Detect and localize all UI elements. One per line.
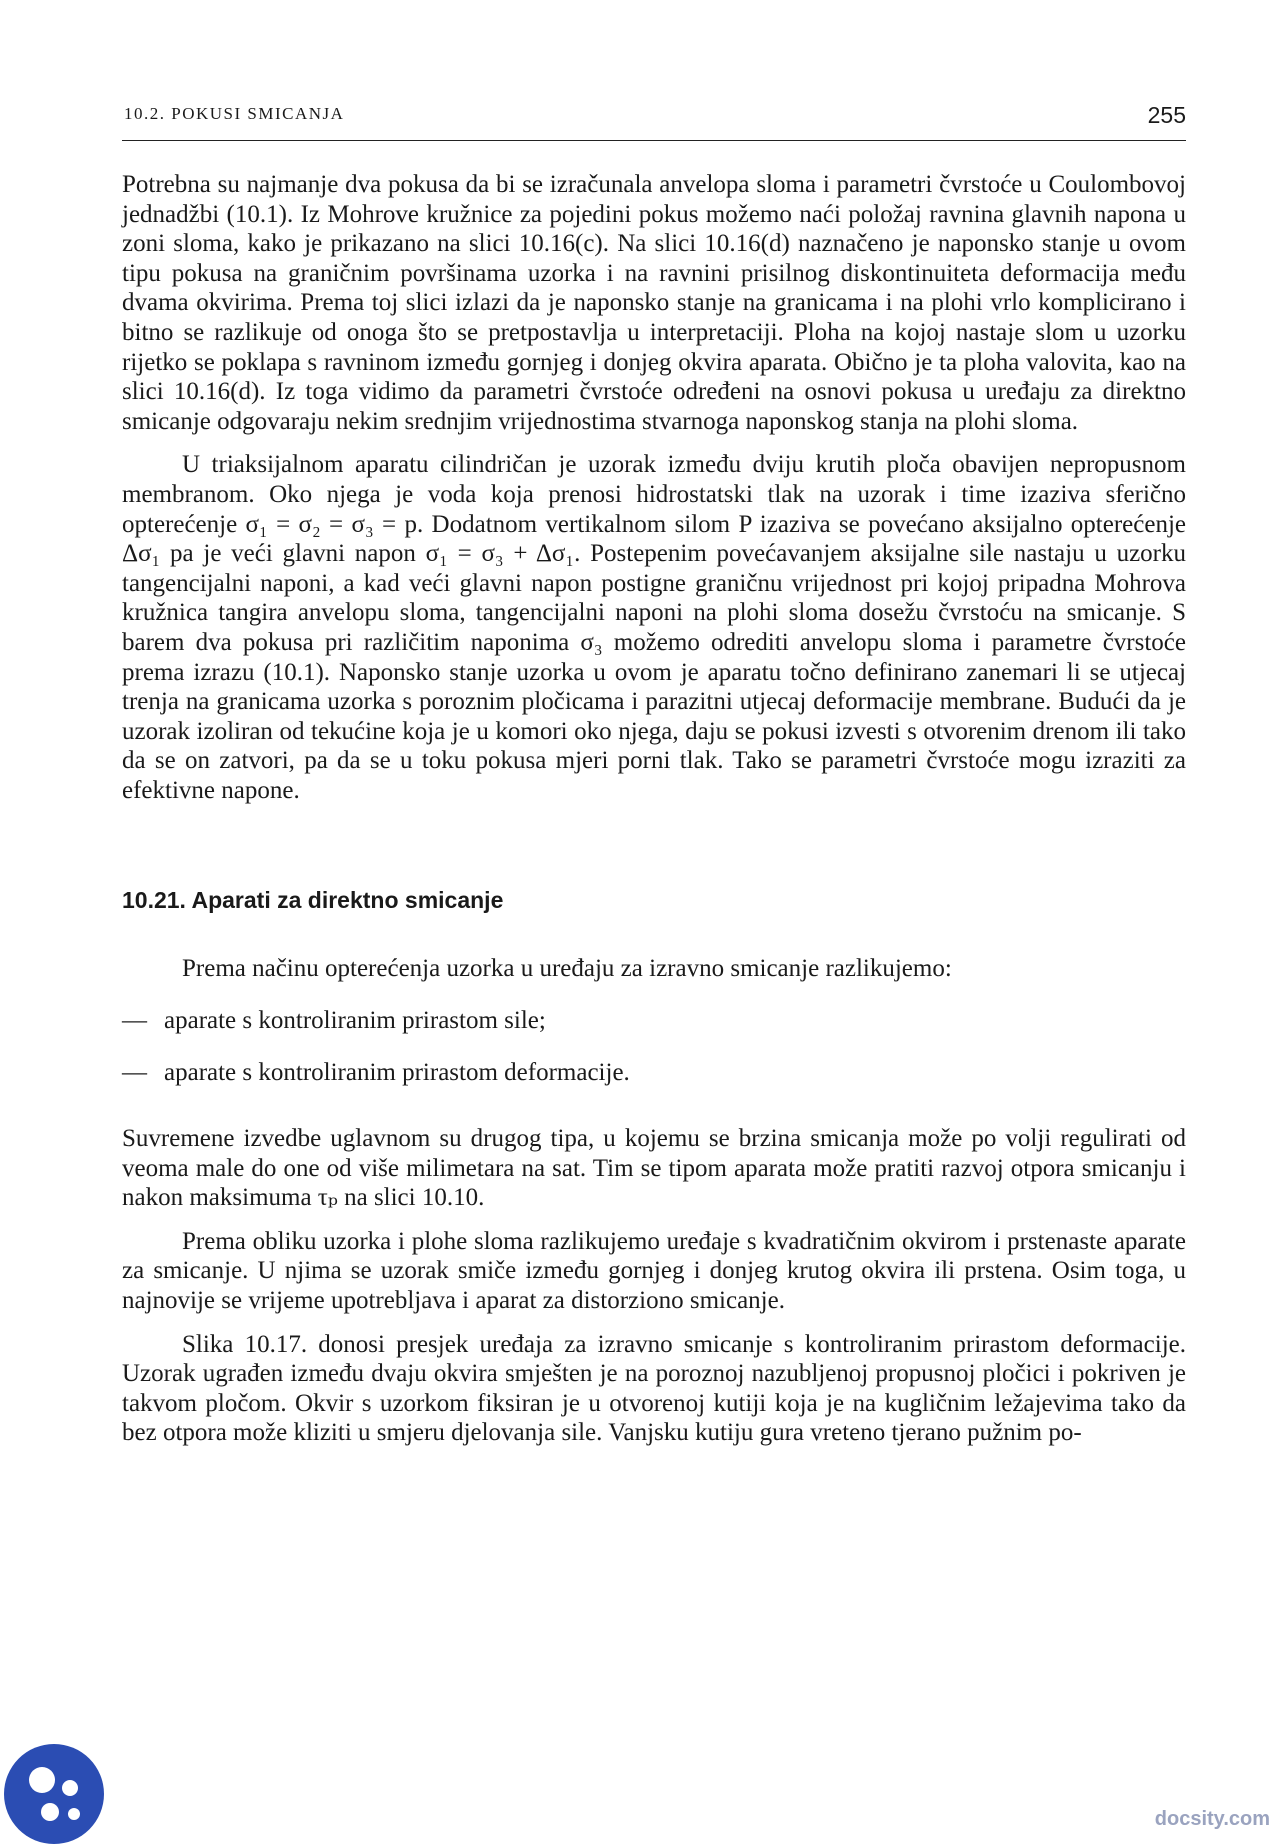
list-dash: —	[122, 1007, 147, 1035]
paragraph-2: U triaksijalnom aparatu cilindričan je uzorak između dviju krutih ploča obavijen nepropusnom membranom. Oko njega je voda koja prenosi hidrostatski tlak na uzorak i time izaziva sferično opterećenje σ₁ = σ₂ = σ₃ = p. Dodatnom vertikalnom silom P izaziva se povećano aksijalno opterećenje Δσ₁ pa je veći glavni napon σ₁ = σ₃ + Δσ₁. Postepenim povećavanjem aksijalne sile nastaju u uzorku tangencijalni naponi, a kad veći glavni napon postigne graničnu vrijednost pri kojoj pripadna Mohrova kružnica tangira anvelopu sloma, tangencijalni naponi na plohi sloma dosežu čvrstoću na smicanje. S barem dva pokusa pri različitim naponima σ₃ možemo odrediti anvelopu sloma i parametre čvrstoće prema izrazu (10.1). Naponsko stanje uzorka u ovom je aparatu točno definirano zanemari li se utjecaj trenja na granicama uzorka s poroznim pločicama i parazitni utjecaj deformacije membrane. Budući da je uzorak izoliran od tekućine koja je u komori oko njega, daju se pokusi izvesti s otvorenim drenom ili tako da se on zatvori, pa da se u toku pokusa mjeri porni tlak. Tako se parametri čvrstoće mogu izraziti za efektivne napone.	[122, 451, 1186, 804]
docsity-watermark[interactable]: docsity.com	[1154, 1808, 1270, 1830]
logo-dot	[62, 1780, 78, 1796]
paragraph-1: Potrebna su najmanje dva pokusa da bi se izračunala anvelopa sloma i parametri čvrstoće u Coulombovoj jednadžbi (10.1). Iz Mohrove kružnice za pojedini pokus možemo naći položaj ravnina glavnih napona u zoni sloma, kako je prikazano na slici 10.16(c). Na slici 10.16(d) naznačeno je naponsko stanje u ovom tipu pokusa na graničnim površinama uzorka i na ravnini prisilnog diskontinuiteta deformacija među dvama okvirima. Prema toj slici izlazi da je naponsko stanje na granicama i na plohi vrlo komplicirano i bitno se razlikuje od onoga što se pretpostavlja u interpretaciji. Ploha na kojoj nastaje slom u uzorku rijetko se poklapa s ravninom između gornjeg i donjeg okvira aparata. Obično je ta ploha valovita, kao na slici 10.16(d). Iz toga vidimo da parametri čvrstoće određeni na osnovi pokusa u uređaju za direktno smicanje odgovaraju nekim srednjim vrijednostima stvarnoga naponskog stanja na plohi sloma.	[122, 171, 1186, 435]
list-item	[122, 1006, 1186, 1036]
section-heading: 10.21. Aparati za direktno smicanje	[122, 887, 504, 914]
list-dash: —	[122, 1059, 147, 1087]
list-item	[122, 1058, 1186, 1088]
paragraph-4: Suvremene izvedbe uglavnom su drugog tipa, u kojemu se brzina smicanja može po volji regulirati od veoma male do one od više milimetara na sat. Tim se tipom aparata može pratiti razvoj otpora smicanju i nakon maksimuma τₚ na slici 10.10.	[122, 1125, 1186, 1212]
page-header	[122, 100, 1186, 141]
list-item-text: aparate s kontroliranim prirastom sile;	[164, 1007, 546, 1035]
logo-dot	[68, 1808, 80, 1820]
logo-circle	[4, 1744, 104, 1844]
paragraph-3: Prema načinu opterećenja uzorka u uređaju za izravno smicanje razlikujemo:	[182, 955, 952, 983]
list-item-text: aparate s kontroliranim prirastom deformacije.	[164, 1059, 630, 1087]
logo-dot	[29, 1767, 55, 1793]
page-body	[122, 170, 1186, 1448]
page-number: 255	[1147, 102, 1186, 128]
logo-dot	[41, 1803, 59, 1821]
running-title: 10.2. POKUSI SMICANJA	[124, 104, 345, 123]
docsity-logo-icon[interactable]	[2, 1736, 112, 1846]
paragraph-5: Prema obliku uzorka i plohe sloma razlikujemo uređaje s kvadratičnim okvirom i prstenaste aparate za smicanje. U njima se uzorak smiče između gornjeg i donjeg krutog okvira ili prstena. Osim toga, u najnovije se vrijeme upotrebljava i aparat za distorziono smicanje.	[122, 1227, 1186, 1315]
paragraph-6: Slika 10.17. donosi presjek uređaja za izravno smicanje s kontroliranim prirastom deformacije. Uzorak ugrađen između dvaju okvira smješten je na poroznoj nazubljenoj propusnoj pločici i pokriven je takvom pločom. Okvir s uzorkom fiksiran je u otvorenoj kutiji koja je na kugličnim ležajevima tako da bez otpora može kliziti u smjeru djelovanja sile. Vanjsku kutiju gura vreteno tjerano pužnim po-	[122, 1330, 1186, 1447]
